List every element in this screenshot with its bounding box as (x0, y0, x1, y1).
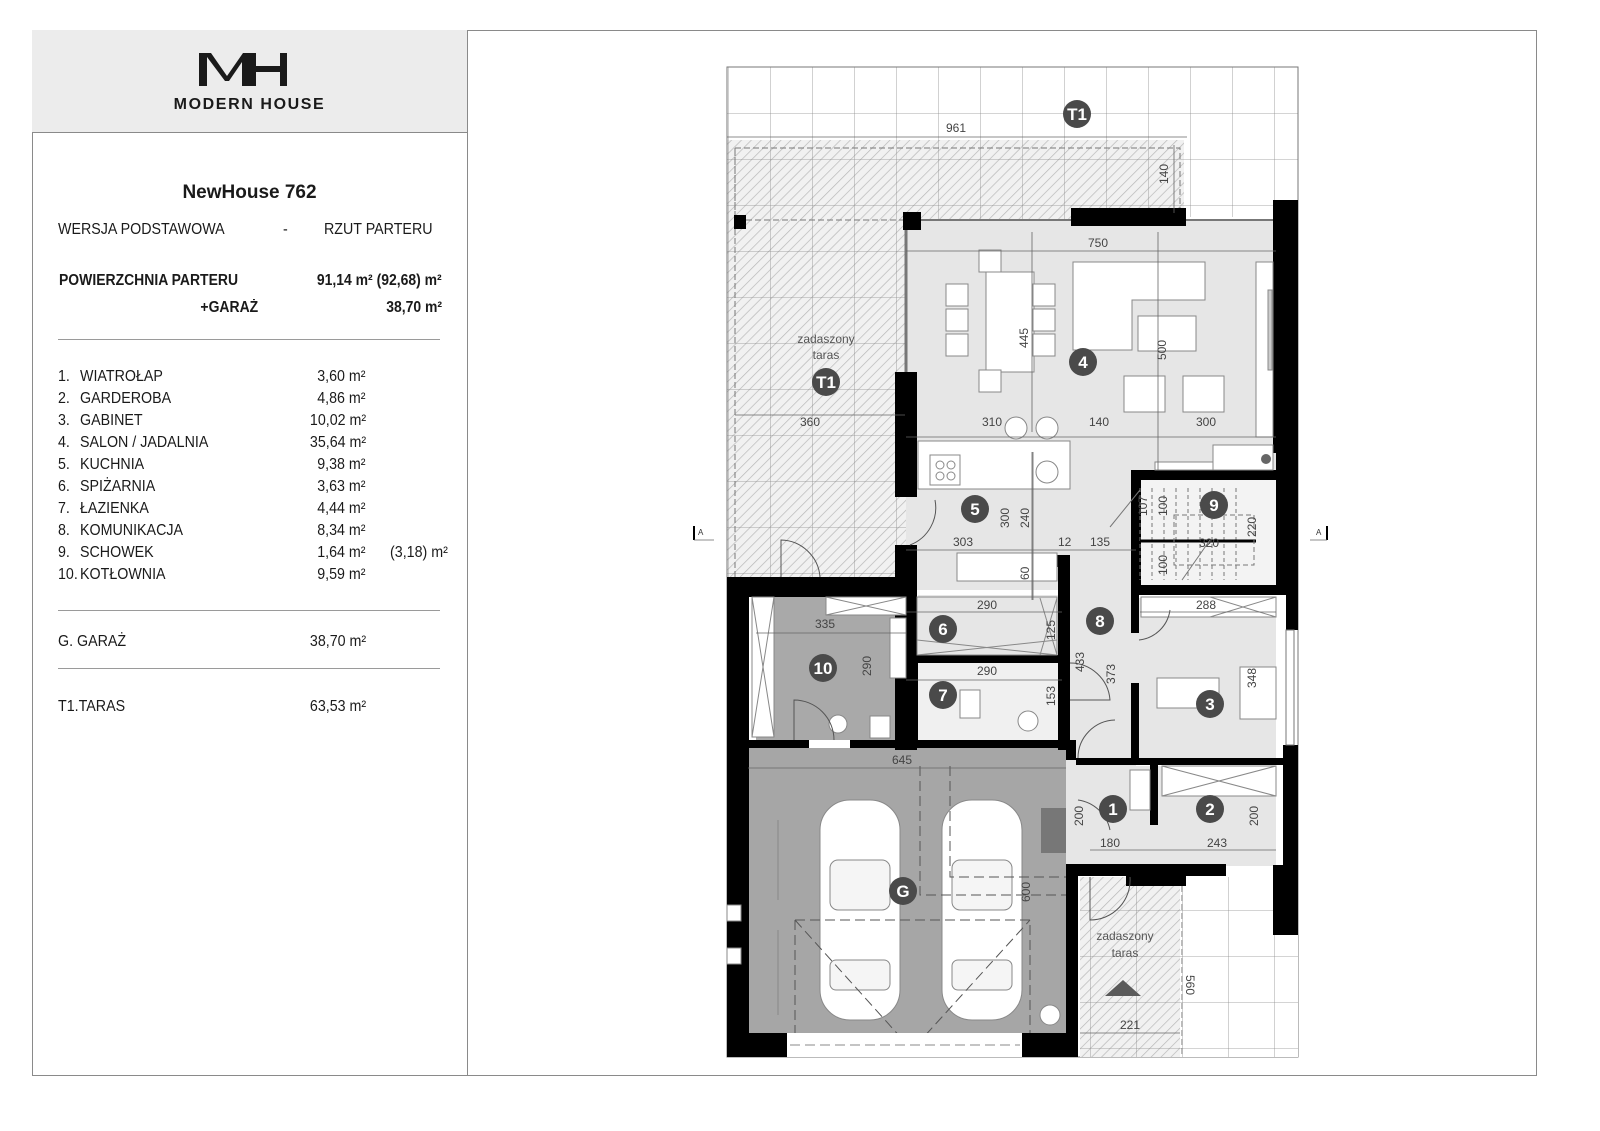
separator: - (283, 221, 288, 238)
svg-text:107: 107 (1136, 495, 1150, 516)
svg-text:961: 961 (946, 121, 967, 135)
room-row: 1. WIATROŁAP 3,60 m² (58, 368, 366, 385)
badge-garage (889, 877, 917, 905)
badge-room-2 (1196, 795, 1224, 823)
svg-text:10: 10 (813, 659, 833, 678)
svg-text:T1: T1 (1067, 105, 1087, 124)
room-row: 10. KOTŁOWNIA 9,59 m² (58, 566, 366, 583)
svg-text:750: 750 (1088, 236, 1109, 250)
svg-text:290: 290 (977, 598, 998, 612)
svg-text:500: 500 (1155, 339, 1169, 360)
badge-room-3 (1196, 690, 1224, 718)
garage-row: G. GARAŻ 38,70 m² (58, 633, 366, 650)
svg-text:220: 220 (1245, 516, 1259, 537)
divider (58, 668, 440, 669)
svg-text:303: 303 (953, 535, 974, 549)
svg-text:3: 3 (1205, 695, 1215, 714)
garage-area-value: 38,70 m² (386, 299, 442, 316)
svg-text:6: 6 (938, 620, 948, 639)
room-row: 8. KOMUNIKACJA 8,34 m² (58, 522, 366, 539)
terrace-row: T1.TARAS 63,53 m² (58, 698, 366, 715)
svg-text:125: 125 (1044, 619, 1058, 640)
svg-text:180: 180 (1100, 836, 1121, 850)
badge-room-7 (929, 681, 957, 709)
svg-text:T1: T1 (816, 373, 836, 392)
svg-text:240: 240 (1018, 507, 1032, 528)
ground-area-value: 91,14 m² (92,68) m² (317, 272, 442, 289)
terrace-caption: taras (812, 348, 840, 362)
svg-text:243: 243 (1207, 836, 1228, 850)
front-terrace-caption: zadaszony (1096, 929, 1154, 943)
room-row: 5. KUCHNIA 9,38 m² (58, 456, 366, 473)
svg-text:100: 100 (1156, 554, 1170, 575)
svg-text:A: A (1316, 528, 1322, 537)
svg-text:445: 445 (1017, 327, 1031, 348)
svg-text:135: 135 (1090, 535, 1111, 549)
svg-text:140: 140 (1157, 163, 1171, 184)
svg-text:335: 335 (815, 617, 836, 631)
front-terrace (1080, 877, 1298, 1057)
logo-header (32, 30, 467, 133)
badge-t1-top (1063, 100, 1091, 128)
version-label: WERSJA PODSTAWOWA (58, 221, 225, 238)
svg-text:310: 310 (982, 415, 1003, 429)
svg-text:200: 200 (1247, 805, 1261, 826)
svg-text:2: 2 (1205, 800, 1215, 819)
svg-text:100: 100 (1156, 495, 1170, 516)
front-terrace-caption: taras (1111, 946, 1139, 960)
terrace-caption: zadaszony (797, 332, 855, 346)
garage-area-label: +GARAŻ (200, 299, 258, 316)
project-title: NewHouse 762 (182, 182, 317, 203)
svg-text:373: 373 (1104, 663, 1118, 684)
svg-text:288: 288 (1196, 598, 1217, 612)
svg-text:348: 348 (1245, 667, 1259, 688)
svg-text:9: 9 (1209, 496, 1219, 515)
svg-text:200: 200 (1072, 805, 1086, 826)
svg-text:360: 360 (800, 415, 821, 429)
info-panel (32, 30, 468, 1076)
svg-text:4: 4 (1078, 353, 1088, 372)
svg-text:12: 12 (1058, 535, 1072, 549)
svg-text:300: 300 (998, 507, 1012, 528)
room-row: 2. GARDEROBA 4,86 m² (58, 390, 366, 407)
svg-text:645: 645 (892, 753, 913, 767)
badge-room-5 (961, 495, 989, 523)
badge-room-10 (809, 654, 837, 682)
badge-room-8 (1086, 607, 1114, 635)
badge-room-1 (1099, 795, 1127, 823)
room-row: 6. SPIŻARNIA 3,63 m² (58, 478, 366, 495)
svg-text:433: 433 (1073, 651, 1087, 672)
svg-text:A: A (698, 528, 704, 537)
svg-text:5: 5 (970, 500, 980, 519)
svg-text:140: 140 (1089, 415, 1110, 429)
badge-room-6 (929, 615, 957, 643)
badge-room-4 (1069, 348, 1097, 376)
divider (58, 610, 440, 611)
svg-text:300: 300 (1196, 415, 1217, 429)
svg-text:8: 8 (1095, 612, 1105, 631)
room-row: 3. GABINET 10,02 m² (58, 412, 366, 429)
room-row: 7. ŁAZIENKA 4,44 m² (58, 500, 366, 517)
mh-logo-icon (197, 50, 289, 88)
svg-text:1: 1 (1108, 800, 1118, 819)
divider (58, 339, 440, 340)
badge-t1-side (812, 368, 840, 396)
svg-text:G: G (896, 882, 910, 901)
svg-text:320: 320 (1199, 536, 1220, 550)
room-row: 9. SCHOWEK 1,64 m² (3,18) m² (58, 544, 448, 561)
svg-text:221: 221 (1120, 1018, 1141, 1032)
svg-text:600: 600 (1019, 881, 1033, 902)
svg-text:290: 290 (860, 655, 874, 676)
brand-name: MODERN HOUSE (173, 96, 326, 113)
ground-area-label: POWIERZCHNIA PARTERU (59, 272, 239, 289)
svg-text:560: 560 (1183, 975, 1197, 996)
badge-room-9 (1200, 491, 1228, 519)
svg-text:7: 7 (938, 686, 948, 705)
svg-text:290: 290 (977, 664, 998, 678)
room-row: 4. SALON / JADALNIA 35,64 m² (58, 434, 366, 451)
view-label: RZUT PARTERU (324, 221, 433, 238)
svg-text:153: 153 (1044, 685, 1058, 706)
svg-text:60: 60 (1018, 566, 1032, 580)
